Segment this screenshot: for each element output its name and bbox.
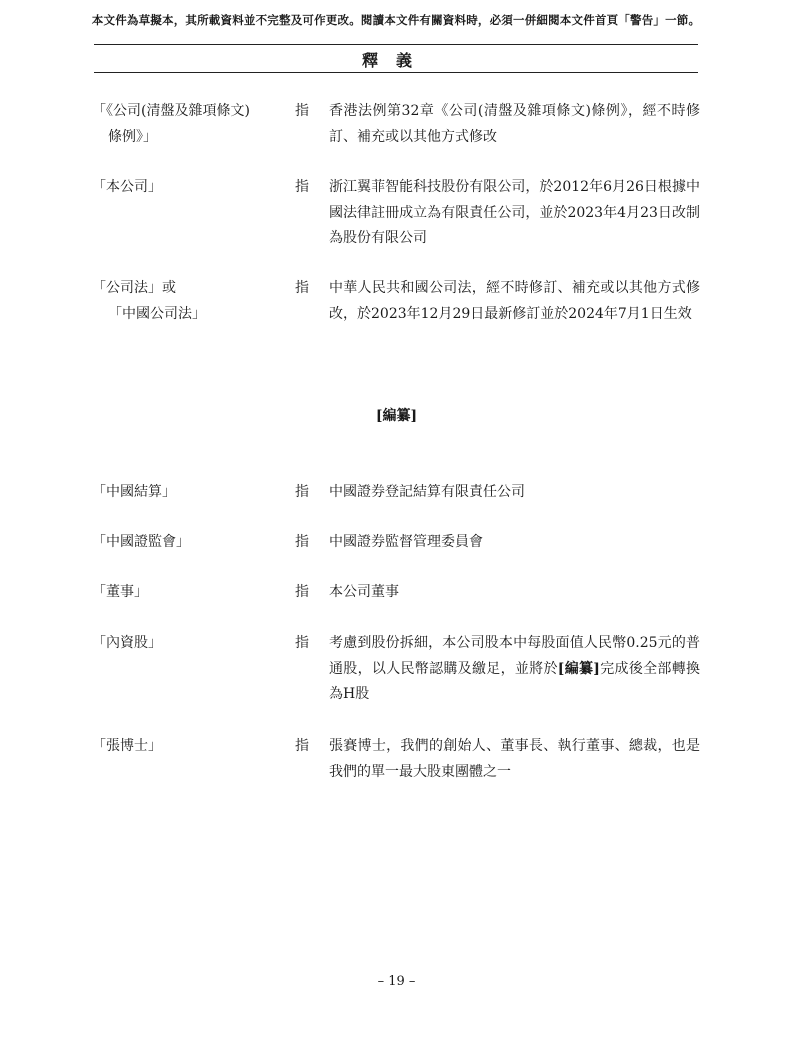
draft-warning-header: 本文件為草擬本，其所載資料並不完整及可作更改。閱讀本文件有關資料時，必須一併細閱本文件首頁「警告」一節。: [91, 13, 701, 27]
term-line-1: 「《公司(清盤及雜項條文): [92, 103, 250, 119]
definition-meaning: 香港法例第32章《公司(清盤及雜項條文)條例》，經不時修訂、補充或以其他方式修改: [329, 103, 700, 145]
term-line-2: 「中國公司法」: [108, 305, 206, 322]
meaning-redacted: [編纂]: [557, 660, 600, 677]
term-line-2: 條例》」: [108, 128, 157, 145]
definition-term: [92, 99, 282, 150]
definition-term: 「董事」: [92, 584, 148, 600]
redacted-marker: [編纂]: [375, 408, 418, 424]
definition-indicator: 指: [295, 280, 309, 296]
term-line-1: 「公司法」或: [92, 280, 176, 296]
definition-term: [92, 175, 282, 201]
meaning-part-1: 考慮到股份拆細，本公司股本中每股面值人民幣0.25元的普通股，以人民幣認購及繳足，並將於: [329, 635, 700, 677]
definition-term: 「中國結算」: [92, 484, 176, 500]
definition-meaning: 中國證券監督管理委員會: [329, 534, 483, 550]
definition-meaning: 本公司董事: [329, 584, 399, 600]
definition-indicator: 指: [295, 738, 309, 754]
section-title: 釋義: [361, 51, 430, 70]
definition-indicator: 指: [295, 584, 309, 600]
definition-meaning: [329, 631, 700, 708]
definition-meaning: 中華人民共和國公司法，經不時修訂、補充或以其他方式修改，於2023年12月29日最新修訂並於2024年7月1日生效: [329, 280, 700, 322]
definition-term: 「中國證監會」: [92, 534, 190, 550]
definition-indicator: 指: [295, 179, 309, 195]
definition-term: 「張博士」: [92, 738, 162, 754]
definition-meaning: 張賽博士，我們的創始人、董事長、執行董事、總裁，也是我們的單一最大股東團體之一: [329, 738, 700, 780]
page-number: – 19 –: [377, 974, 416, 989]
definition-indicator: 指: [295, 103, 309, 119]
header-rule-top: [94, 44, 698, 45]
term-line-1: 「本公司」: [92, 179, 162, 195]
definition-term: [92, 276, 282, 327]
definition-meaning: 中國證券登記結算有限責任公司: [329, 484, 525, 500]
definition-indicator: 指: [295, 534, 309, 550]
definition-indicator: 指: [295, 635, 309, 651]
header-rule-bottom: [94, 72, 698, 73]
definition-term: 「內資股」: [92, 635, 162, 651]
meaning-part-2: 完成後全部轉換為H股: [329, 660, 701, 702]
definition-indicator: 指: [295, 484, 309, 500]
definition-meaning: 浙江翼菲智能科技股份有限公司，於2012年6月26日根據中國法律註冊成立為有限責任公司，並於2023年4月23日改制為股份有限公司: [329, 179, 700, 246]
